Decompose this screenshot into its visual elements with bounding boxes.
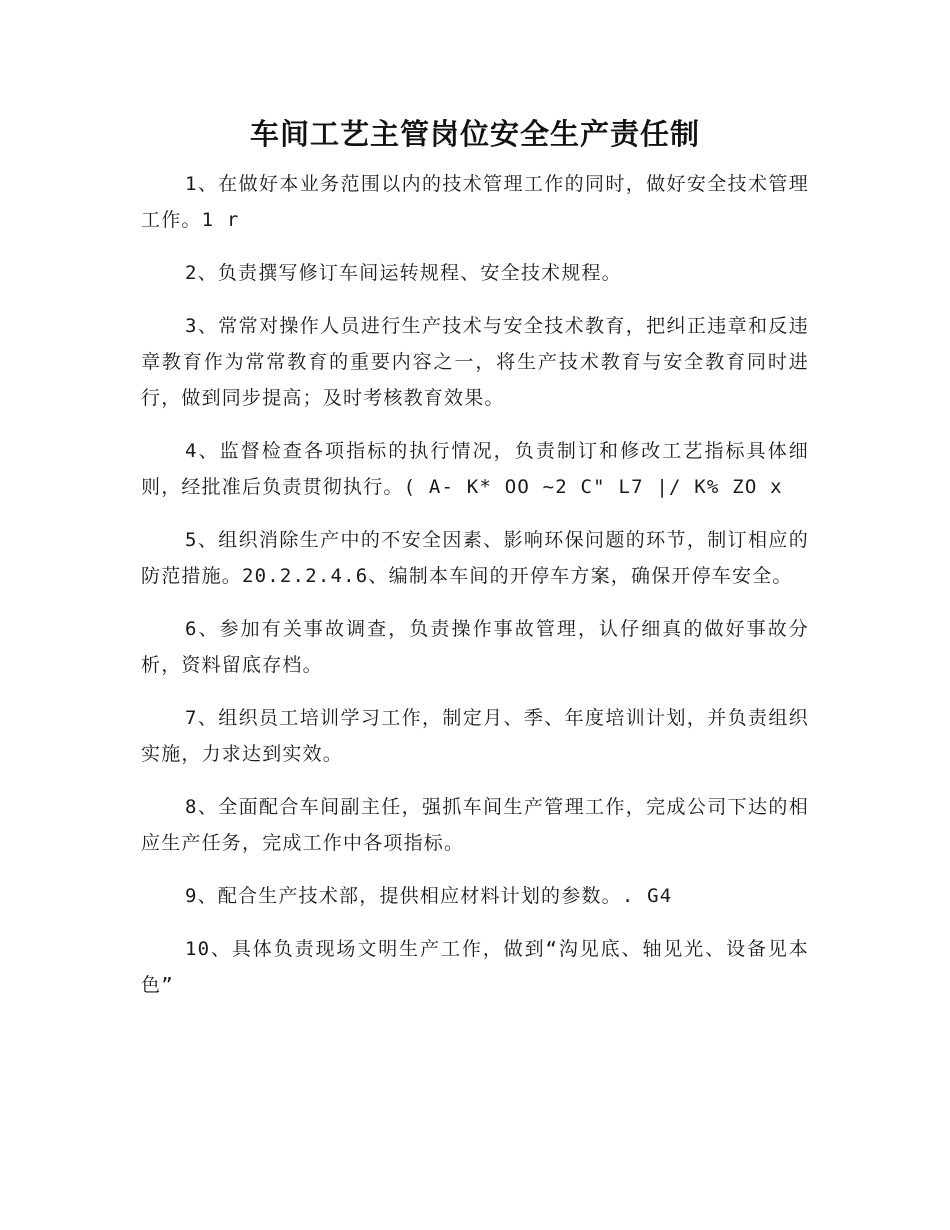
paragraph-5: 5、组织消除生产中的不安全因素、影响环保问题的环节，制订相应的防范措施。20.2.2.4.6、编制本车间的开停车方案，确保开停车安全。 (141, 529, 809, 587)
document-title: 车间工艺主管岗位安全生产责任制 (249, 117, 700, 151)
paragraph-3: 3、常常对操作人员进行生产技术与安全技术教育，把纠正违章和反违章教育作为常常教育的重要内容之一，将生产技术教育与安全教育同时进行，做到同步提高；及时考核教育效果。 (141, 315, 809, 409)
paragraph-8: 8、全面配合车间副主任，强抓车间生产管理工作，完成公司下达的相应生产任务，完成工作中各项指标。 (141, 796, 809, 854)
paragraph-10: 10、具体负责现场文明生产工作，做到“沟见底、轴见光、设备见本色” (141, 938, 809, 996)
paragraph-4: 4、监督检查各项指标的执行情况，负责制订和修改工艺指标具体细则，经批准后负责贯彻执行。( A- K* OO ~2 C" L7 |/ K% ZO x (141, 440, 809, 498)
document-body (141, 166, 809, 1020)
paragraph-7: 7、组织员工培训学习工作，制定月、季、年度培训计划，并负责组织实施，力求达到实效。 (141, 707, 809, 765)
paragraph-2: 2、负责撰写修订车间运转规程、安全技术规程。 (185, 262, 622, 284)
paragraph-9: 9、配合生产技术部，提供相应材料计划的参数。. G4 (185, 885, 673, 907)
paragraph-1: 1、在做好本业务范围以内的技术管理工作的同时，做好安全技术管理工作。1 r (141, 173, 809, 231)
paragraph-6: 6、参加有关事故调查，负责操作事故管理，认仔细真的做好事故分析，资料留底存档。 (141, 618, 809, 676)
